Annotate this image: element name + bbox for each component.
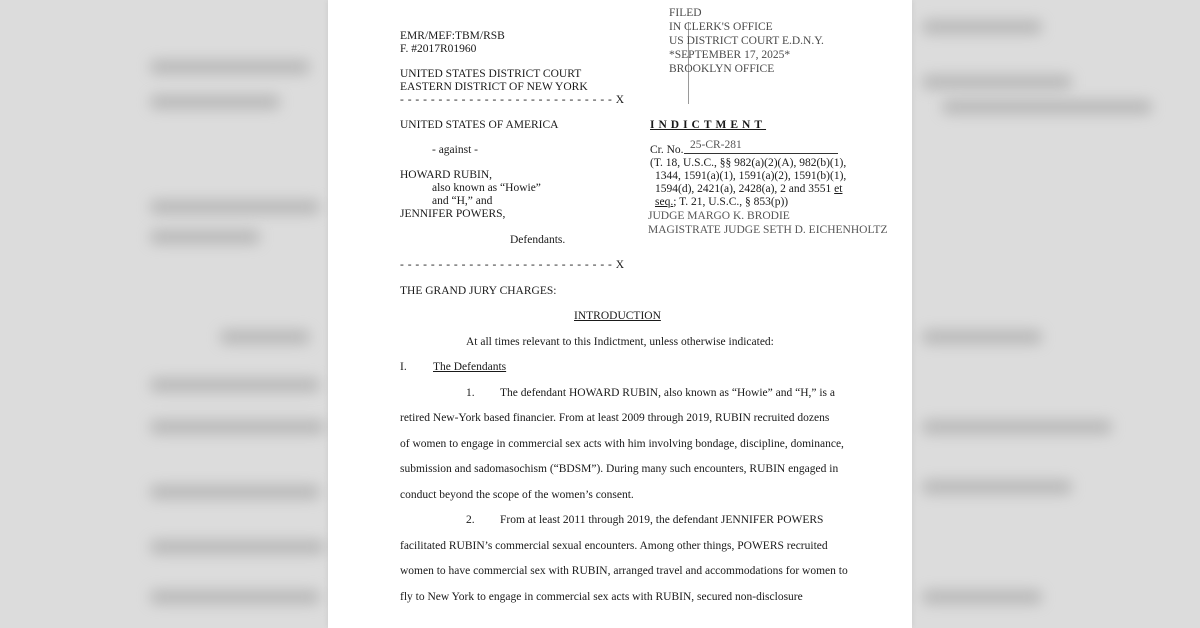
statute-line1: (T. 18, U.S.C., §§ 982(a)(2)(A), 982(b)(1), <box>650 157 847 169</box>
statute-line2: 1344, 1591(a)(1), 1591(a)(2), 1591(b)(1), <box>655 170 847 182</box>
paragraph1-line4: submission and sadomasochism (“BDSM”). During many such encounters, RUBIN engaged in <box>400 463 839 475</box>
cr-number-underline <box>684 153 838 154</box>
filed-stamp-line3: US DISTRICT COURT E.D.N.Y. <box>669 35 824 47</box>
magistrate-judge-name: MAGISTRATE JUDGE SETH D. EICHENHOLTZ <box>648 224 888 236</box>
court-name-line2: EASTERN DISTRICT OF NEW YORK <box>400 81 588 93</box>
filed-stamp-line1: FILED <box>669 7 702 19</box>
defendant2-name: JENNIFER POWERS, <box>400 208 506 220</box>
indictment-title: INDICTMENT <box>650 119 767 131</box>
case-code-line2: F. #2017R01960 <box>400 43 477 55</box>
paragraph2-line4: fly to New York to engage in commercial sex acts with RUBIN, secured non-disclosure <box>400 591 803 603</box>
court-name-line1: UNITED STATES DISTRICT COURT <box>400 68 582 80</box>
introduction-text: At all times relevant to this Indictment, unless otherwise indicated: <box>466 336 774 348</box>
paragraph1-number: 1. <box>466 387 475 399</box>
defendant1-name: HOWARD RUBIN, <box>400 169 492 181</box>
plaintiff-name: UNITED STATES OF AMERICA <box>400 119 559 131</box>
section-title: The Defendants <box>433 361 507 373</box>
paragraph1-line1: The defendant HOWARD RUBIN, also known as “Howie” and “H,” is a <box>500 387 836 399</box>
cr-number-value: 25-CR-281 <box>690 139 742 151</box>
filed-stamp-line2: IN CLERK'S OFFICE <box>669 21 773 33</box>
against-label: - against - <box>432 144 478 156</box>
document-page <box>328 0 912 628</box>
paragraph2-number: 2. <box>466 514 475 526</box>
judge-name: JUDGE MARGO K. BRODIE <box>648 210 790 222</box>
caption-separator-bottom: - - - - - - - - - - - - - - - - - - - - - - - - - - - - X <box>400 259 625 271</box>
cr-number-label: Cr. No. <box>650 144 684 156</box>
paragraph1-line3: of women to engage in commercial sex acts with him involving bondage, discipline, dominance, <box>400 438 844 450</box>
section-number: I. <box>400 361 407 373</box>
introduction-heading: INTRODUCTION <box>574 310 661 322</box>
defendants-label: Defendants. <box>510 234 566 246</box>
blurred-background-left <box>0 0 328 628</box>
paragraph2-line3: women to have commercial sex with RUBIN, arranged travel and accommodations for women to <box>400 565 848 577</box>
grand-jury-charges: THE GRAND JURY CHARGES: <box>400 285 557 297</box>
defendant1-alias2: and “H,” and <box>432 195 493 207</box>
paragraph1-line5: conduct beyond the scope of the women’s consent. <box>400 489 634 501</box>
filed-stamp-line5: BROOKLYN OFFICE <box>669 63 775 75</box>
paragraph2-line1: From at least 2011 through 2019, the defendant JENNIFER POWERS <box>500 514 824 526</box>
blurred-background-right <box>912 0 1200 628</box>
statute-line4: seq.; T. 21, U.S.C., § 853(p)) <box>655 196 789 208</box>
paragraph1-line2: retired New-York based financier. From at least 2009 through 2019, RUBIN recruited dozens <box>400 412 830 424</box>
case-code-line1: EMR/MEF:TBM/RSB <box>400 30 505 42</box>
defendant1-alias1: also known as “Howie” <box>432 182 541 194</box>
caption-separator-top: - - - - - - - - - - - - - - - - - - - - - - - - - - - - X <box>400 94 625 106</box>
filed-stamp-line4: *SEPTEMBER 17, 2025* <box>669 49 791 61</box>
paragraph2-line2: facilitated RUBIN’s commercial sexual encounters. Among other things, POWERS recruited <box>400 540 828 552</box>
statute-line3: 1594(d), 2421(a), 2428(a), 2 and 3551 et <box>655 183 843 195</box>
